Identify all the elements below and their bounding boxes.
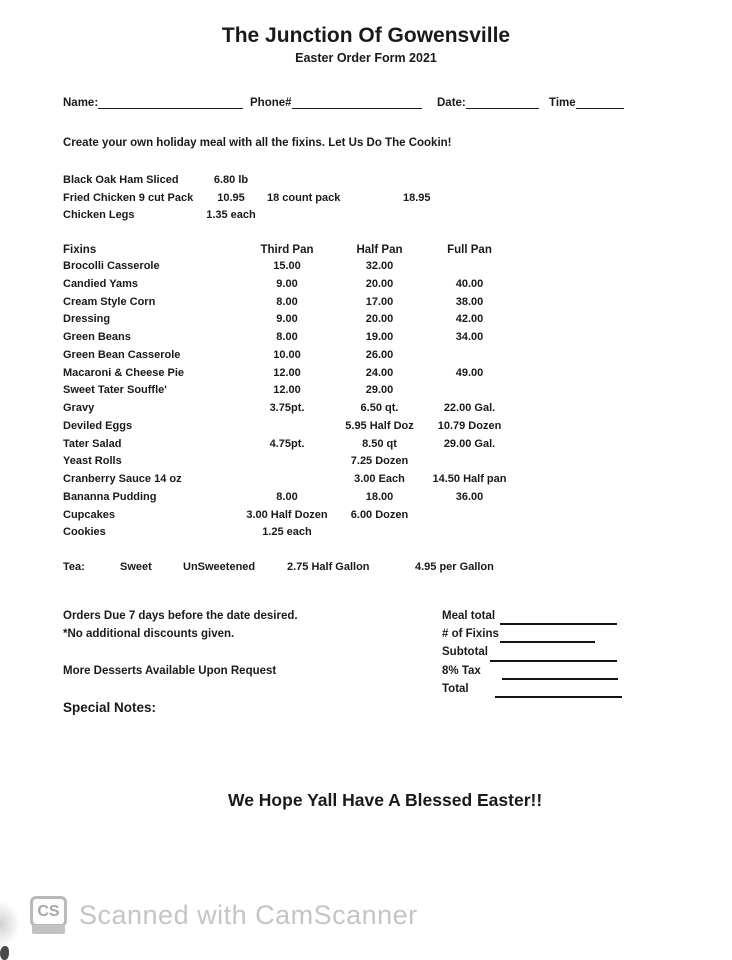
total-row xyxy=(442,628,627,646)
total-label: # of Fixins xyxy=(442,628,499,641)
full-pan-price: 36.00 xyxy=(455,490,484,503)
half-pan-price: 32.00 xyxy=(365,260,394,272)
third-pan-price: 4.75pt. xyxy=(269,437,305,450)
camscanner-text: Scanned with CamScanner xyxy=(79,899,418,930)
special-notes-label: Special Notes: xyxy=(63,700,157,715)
half-pan-price: 19.00 xyxy=(365,331,394,343)
meat-item-name: Black Oak Ham Sliced xyxy=(63,174,179,186)
fixin-item-name: Tater Salad xyxy=(63,437,122,450)
fixin-item-name: Cream Style Corn xyxy=(63,295,156,308)
half-pan-price xyxy=(337,524,422,542)
tea-row xyxy=(0,561,732,575)
tea-option-sweet: Sweet xyxy=(120,561,152,573)
fixin-item-name: Green Bean Casserole xyxy=(63,348,181,361)
meat-item-name: Chicken Legs xyxy=(63,209,135,221)
full-pan-price: 49.00 xyxy=(455,366,484,379)
fixin-item-name: Deviled Eggs xyxy=(63,419,133,432)
fixins-table-row xyxy=(63,418,527,436)
half-pan-price: 5.95 Half Doz xyxy=(345,419,414,432)
time-field xyxy=(549,96,624,109)
third-pan-price: 12.00 xyxy=(273,384,301,397)
half-pan-price: 20.00 xyxy=(365,313,394,326)
meat-row xyxy=(63,207,523,225)
total-row xyxy=(442,610,627,628)
fixins-table-row xyxy=(63,347,527,365)
intro-text: Create your own holiday meal with all the fixins. Let Us Do The Cookin! xyxy=(63,137,452,149)
fixin-item-name: Green Beans xyxy=(63,331,131,343)
camscanner-logo-icon xyxy=(30,896,67,934)
fixins-table xyxy=(63,258,527,542)
fixin-item-name: Yeast Rolls xyxy=(63,455,122,468)
form-subtitle: Easter Order Form 2021 xyxy=(295,51,437,65)
total-blank-line xyxy=(490,660,617,662)
fixins-table-row xyxy=(63,382,527,400)
time-blank-line xyxy=(576,96,624,109)
fixins-table-header xyxy=(63,242,527,259)
fixin-item-name: Bananna Pudding xyxy=(63,490,157,503)
date-blank-line xyxy=(466,96,539,109)
meat-price: 10.95 xyxy=(217,191,245,204)
third-pan-price: 3.75pt. xyxy=(269,402,305,414)
fixins-table-row xyxy=(63,489,527,507)
half-pan-price: 6.00 Dozen xyxy=(350,508,409,521)
fixin-item-name: Gravy xyxy=(63,402,95,414)
half-pan-price: 18.00 xyxy=(365,490,394,503)
full-pan-price: 42.00 xyxy=(455,313,484,326)
third-pan-price: 10.00 xyxy=(273,348,301,361)
scan-ink-mark xyxy=(0,946,9,960)
header-full-pan: Full Pan xyxy=(447,244,492,256)
total-label: Total xyxy=(442,682,469,695)
scan-smudge xyxy=(0,900,20,948)
name-label: Name: xyxy=(63,97,99,109)
meat-extra-option xyxy=(267,207,403,225)
meat-extra-price xyxy=(403,172,463,190)
fixin-item-name: Sweet Tater Souffle' xyxy=(63,384,167,397)
fixin-item-name: Cranberry Sauce 14 oz xyxy=(63,473,182,485)
full-pan-price xyxy=(422,524,517,542)
name-blank-line xyxy=(98,96,243,109)
third-pan-price: 8.00 xyxy=(276,490,298,503)
half-pan-price: 17.00 xyxy=(365,295,394,308)
total-label: Subtotal xyxy=(442,646,488,659)
total-blank-line xyxy=(495,696,622,698)
half-pan-price: 8.50 qt xyxy=(362,437,397,450)
fixin-item-name: Dressing xyxy=(63,313,111,326)
fixins-table-row xyxy=(63,311,527,329)
full-pan-price xyxy=(422,453,517,471)
tea-option-unsweetened: UnSweetened xyxy=(183,561,256,573)
fixins-table-row xyxy=(63,400,527,418)
full-pan-price: 10.79 Dozen xyxy=(437,419,502,432)
full-pan-price xyxy=(422,382,517,400)
meat-price: 1.35 each xyxy=(206,209,256,221)
third-pan-price xyxy=(237,453,337,471)
half-pan-price: 20.00 xyxy=(365,277,394,290)
blessing-message: We Hope Yall Have A Blessed Easter!! xyxy=(228,790,543,810)
full-pan-price xyxy=(422,258,517,276)
third-pan-price: 1.25 each xyxy=(262,526,312,539)
no-discounts-note: *No additional discounts given. xyxy=(63,628,235,640)
meat-price: 6.80 lb xyxy=(213,174,249,186)
third-pan-price: 12.00 xyxy=(273,366,301,379)
full-pan-price: 14.50 Half pan xyxy=(432,473,507,485)
fixins-table-row xyxy=(63,276,527,294)
third-pan-price: 15.00 xyxy=(273,260,301,272)
third-pan-price: 8.00 xyxy=(276,331,298,343)
third-pan-price xyxy=(237,418,337,436)
header-third-pan: Third Pan xyxy=(260,244,314,256)
total-row xyxy=(442,646,627,664)
customer-info-row xyxy=(63,96,663,114)
cs-badge-bar xyxy=(32,925,65,934)
orders-due-note: Orders Due 7 days before the date desired. xyxy=(63,610,298,622)
third-pan-price: 9.00 xyxy=(276,277,298,290)
third-pan-price: 3.00 Half Dozen xyxy=(246,508,328,521)
total-row xyxy=(442,665,627,683)
third-pan-price xyxy=(237,471,337,489)
tea-price-gallon: 4.95 per Gallon xyxy=(415,561,494,573)
meat-item-name: Fried Chicken 9 cut Pack xyxy=(63,191,194,204)
half-pan-price: 26.00 xyxy=(365,348,394,361)
time-label: Time xyxy=(549,97,576,109)
total-blank-line xyxy=(502,678,618,680)
page-title: The Junction Of Gowensville xyxy=(221,24,511,47)
fixins-table-row xyxy=(63,294,527,312)
meat-extra-price xyxy=(403,207,463,225)
half-pan-price: 24.00 xyxy=(365,366,394,379)
fixin-item-name: Cookies xyxy=(63,526,106,539)
total-label: Meal total xyxy=(442,610,496,622)
full-pan-price: 22.00 Gal. xyxy=(443,402,496,414)
date-label: Date: xyxy=(437,97,466,109)
fixins-table-row xyxy=(63,365,527,383)
fixins-table-row xyxy=(63,329,527,347)
fixin-item-name: Cupcakes xyxy=(63,508,115,521)
fixin-item-name: Macaroni & Cheese Pie xyxy=(63,366,185,379)
name-field xyxy=(63,96,243,109)
header-half-pan: Half Pan xyxy=(356,244,403,256)
fixin-item-name: Brocolli Casserole xyxy=(63,260,160,272)
fixins-table-row xyxy=(63,471,527,489)
fixins-table-row xyxy=(63,258,527,276)
cs-badge-text: CS xyxy=(30,896,67,927)
fixins-table-row xyxy=(63,524,527,542)
phone-label: Phone# xyxy=(250,97,292,109)
full-pan-price: 40.00 xyxy=(455,277,484,290)
third-pan-price: 8.00 xyxy=(276,295,298,308)
full-pan-price xyxy=(422,507,517,525)
tea-price-half-gallon: 2.75 Half Gallon xyxy=(287,561,370,573)
total-row xyxy=(442,683,627,701)
total-label: 8% Tax xyxy=(442,664,481,677)
full-pan-price xyxy=(422,347,517,365)
full-pan-price: 29.00 Gal. xyxy=(443,437,496,450)
phone-field xyxy=(250,96,422,109)
full-pan-price: 34.00 xyxy=(455,331,484,343)
half-pan-price: 3.00 Each xyxy=(354,473,405,485)
phone-blank-line xyxy=(292,96,422,109)
fixins-table-row xyxy=(63,507,527,525)
meats-price-list xyxy=(63,172,523,225)
meat-extra-price: 18.95 xyxy=(403,191,431,204)
meat-row xyxy=(63,190,523,208)
half-pan-price: 7.25 Dozen xyxy=(350,455,409,468)
third-pan-price: 9.00 xyxy=(276,313,298,326)
totals-block xyxy=(442,610,627,701)
full-pan-price: 38.00 xyxy=(455,295,484,308)
more-desserts-note: More Desserts Available Upon Request xyxy=(63,665,277,677)
meat-extra-option: 18 count pack xyxy=(267,191,341,204)
total-blank-line xyxy=(500,623,617,625)
header-fixins: Fixins xyxy=(63,244,97,256)
fixin-item-name: Candied Yams xyxy=(63,277,138,290)
meat-extra-option xyxy=(267,172,403,190)
fixins-table-row xyxy=(63,436,527,454)
camscanner-watermark xyxy=(30,896,418,934)
tea-label: Tea: xyxy=(63,561,85,573)
total-blank-line xyxy=(500,641,595,643)
meat-row xyxy=(63,172,523,190)
date-field xyxy=(437,96,539,109)
fixins-table-row xyxy=(63,453,527,471)
half-pan-price: 29.00 xyxy=(365,384,394,397)
half-pan-price: 6.50 qt. xyxy=(360,402,399,414)
